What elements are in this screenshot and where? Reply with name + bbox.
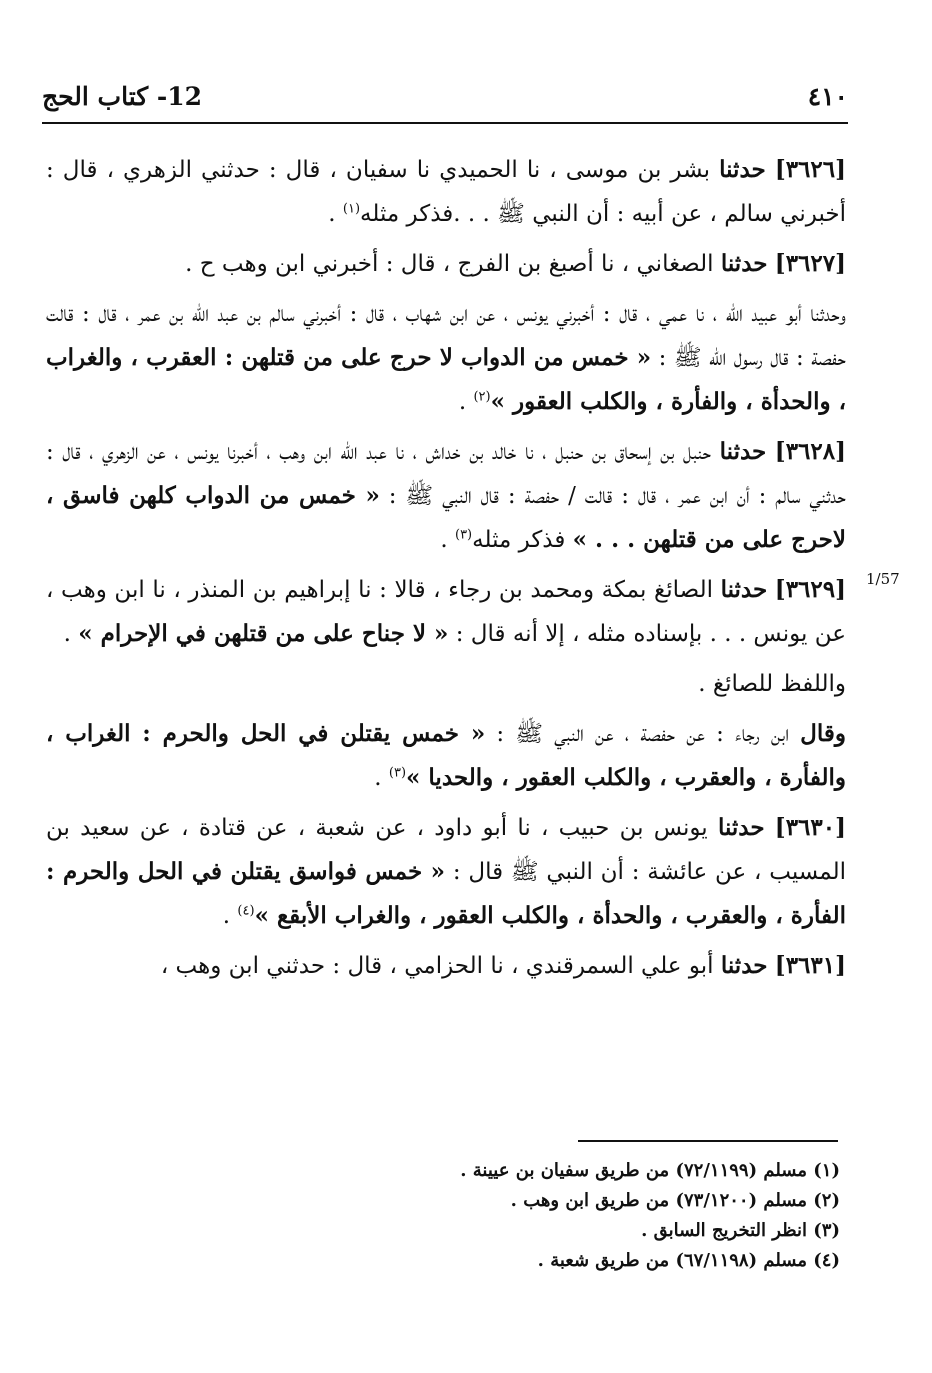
hadith-lead: حدثنا: [720, 576, 768, 603]
page-number: ٤١٠: [807, 82, 848, 111]
hadith-number: [٣٦٢٨]: [774, 438, 846, 465]
hadith-paragraph: [46, 662, 846, 706]
hadith-quote: « خمس فواسق يقتلن في الحل والحرم : الفأرة ، والعقرب ، والحدأة ، والكلب العقور ، والغراب الأبقع »: [46, 858, 846, 929]
hadith-paragraph: [46, 148, 846, 236]
footnote-rule: [578, 1140, 838, 1142]
hadith-text: فذكر مثله: [472, 527, 573, 553]
hadith-text: أبو علي السمرقندي ، نا الحزامي ، قال : حدثني ابن وهب ،: [160, 953, 714, 979]
punctuation: .: [328, 201, 343, 227]
hadith-paragraph: [46, 944, 846, 988]
hadith-text: ابن رجاء : عن حفصة ، عن النبي ﷺ :: [485, 721, 801, 747]
punctuation: .: [63, 621, 79, 647]
hadith-paragraph: [46, 712, 846, 800]
footnote: (٤) مسلم (٦٧/١١٩٨) من طريق شعبة .: [537, 1250, 840, 1271]
hadith-lead: حدثنا: [720, 952, 768, 979]
hadith-paragraph: [46, 242, 846, 286]
hadith-number: [٣٦٣٠]: [774, 814, 846, 841]
hadith-paragraph: [46, 568, 846, 656]
hadith-text: بشر بن موسى ، نا الحميدي نا سفيان ، قال : حدثني الزهري ، قال : أخبرني سالم ، عن أبيه : أن النبي ﷺ . . .فذكر مثله: [46, 157, 846, 227]
margin-folio-note: 1/57: [866, 570, 900, 588]
hadith-text: حنبل بن إسحاق بن حنبل ، نا خالد بن خداش ، نا عبد الله ابن وهب ، أخبرنا يونس ، عن الزهري ، قال : حدثني سالم : أن ابن عمر ، قال : قالت / حفصة : قال النبي ﷺ :: [46, 439, 846, 509]
footnote-ref: (٢): [473, 389, 491, 405]
hadith-quote: « خمس يقتلن في الحل والحرم : الغراب ، والفأرة ، والعقرب ، والكلب العقور ، والحديا »: [46, 720, 846, 791]
hadith-text: وحدثنا أبو عبيد الله ، نا عمي ، قال : أخبرني يونس ، عن ابن شهاب ، قال : أخبرني سالم بن عبد الله بن عمر ، قال : قالت حفصة : قال رسول الله ﷺ :: [46, 301, 846, 371]
hadith-number: [٣٦٣١]: [774, 952, 846, 979]
hadith-paragraph: [46, 430, 846, 562]
hadith-number: [٣٦٢٧]: [774, 250, 846, 277]
hadith-number: [٣٦٢٦]: [774, 156, 847, 183]
footnotes: [360, 1156, 840, 1276]
punctuation: .: [440, 527, 455, 553]
footnote: (٣) انظر التخريج السابق .: [641, 1220, 840, 1241]
hadith-lead: حدثنا: [719, 156, 766, 183]
hadith-quote: « خمس من الدواب كلهن فاسق ، لاحرج على من قتلهن . . . »: [46, 482, 846, 553]
footnote: (١) مسلم (٧٢/١١٩٩) من طريق سفيان بن عيينة .: [460, 1160, 840, 1181]
hadith-quote: « خمس من الدواب لا حرج على من قتلهن : العقرب ، والغراب ، والحدأة ، والفأرة ، والكلب العقور »: [46, 344, 846, 415]
footnote-ref: (٣): [454, 527, 473, 543]
hadith-text: يونس بن حبيب ، نا أبو داود ، عن شعبة ، عن قتادة ، عن سعيد بن المسيب ، عن عائشة : أن النبي ﷺ قال :: [46, 815, 847, 885]
punctuation: .: [458, 389, 474, 415]
hadith-lead: حدثنا: [720, 250, 768, 277]
hadith-text: الصغاني ، نا أصبغ بن الفرج ، قال : أخبرني ابن وهب ح .: [185, 251, 714, 277]
main-text: [46, 148, 846, 994]
hadith-lead: وقال: [800, 720, 846, 747]
hadith-paragraph: [46, 292, 846, 424]
hadith-number: [٣٦٢٩]: [774, 576, 846, 603]
hadith-paragraph: [46, 806, 846, 938]
header-rule: [42, 122, 848, 124]
footnote-ref: (١): [342, 201, 361, 217]
footnote: (٢) مسلم (٧٣/١٢٠٠) من طريق ابن وهب .: [510, 1190, 840, 1211]
hadith-text: الصائغ بمكة ومحمد بن رجاء ، قالا : نا إبراهيم بن المنذر ، نا ابن وهب ، عن يونس . . . بإسناده مثله ، إلا أنه قال :: [46, 577, 846, 647]
hadith-text: واللفظ للصائغ .: [698, 671, 846, 697]
hadith-quote: « لا جناح على من قتلهن في الإحرام »: [78, 620, 449, 647]
footnote-ref: (٣): [388, 765, 407, 781]
footnote-ref: (٤): [237, 903, 255, 919]
running-header: [42, 82, 848, 118]
punctuation: .: [374, 765, 389, 791]
hadith-lead: حدثنا: [719, 438, 767, 465]
punctuation: .: [222, 903, 238, 929]
chapter-title: 12- كتاب الحج: [42, 82, 203, 111]
hadith-lead: حدثنا: [717, 814, 765, 841]
